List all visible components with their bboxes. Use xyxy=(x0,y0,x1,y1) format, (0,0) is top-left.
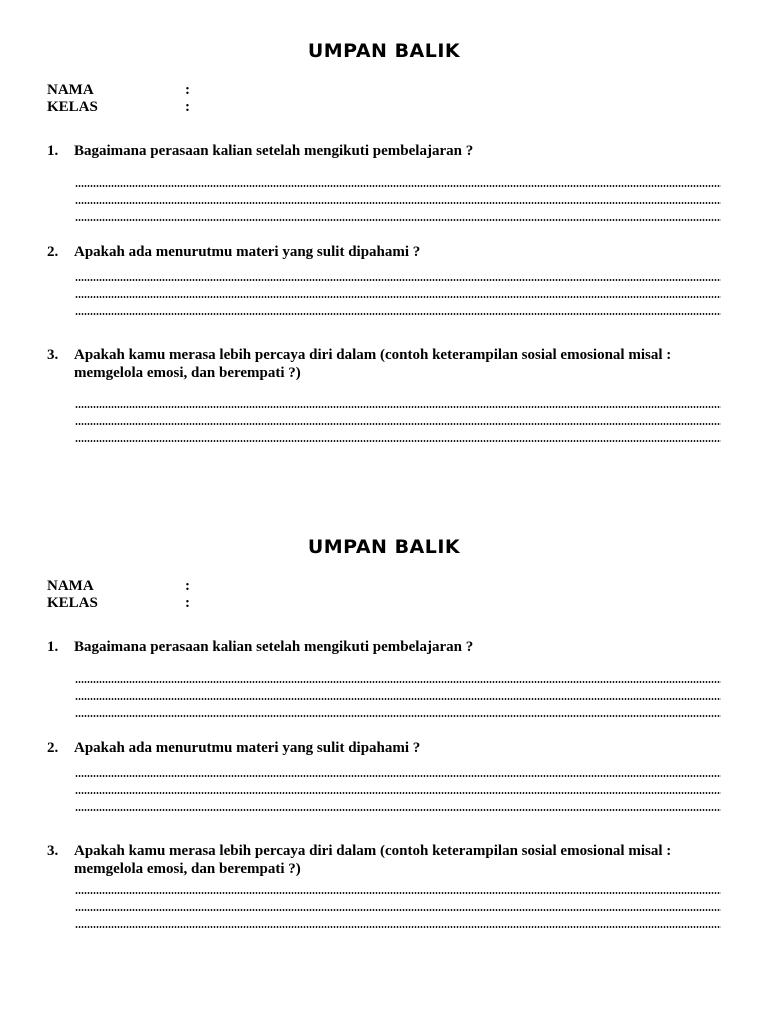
answer-line[interactable] xyxy=(75,809,721,811)
answer-line[interactable] xyxy=(75,219,721,221)
kelas-field[interactable] xyxy=(47,99,190,116)
question-text: Apakah ada menurutmu materi yang sulit dipahami ? xyxy=(74,740,421,756)
kelas-label: KELAS xyxy=(47,99,98,115)
answer-line[interactable] xyxy=(75,892,721,894)
nama-label: NAMA xyxy=(47,82,94,98)
form-title: UMPAN BALIK xyxy=(307,536,461,558)
nama-colon: : xyxy=(185,82,190,98)
question-text: Apakah kamu merasa lebih percaya diri dalam (contoh keterampilan sosial emosional misal : memgelola emosi, dan berempati ?) xyxy=(74,843,672,877)
question-text: Apakah kamu merasa lebih percaya diri dalam (contoh keterampilan sosial emosional misal : memgelola emosi, dan berempati ?) xyxy=(74,347,672,381)
feedback-form-2 xyxy=(0,496,768,976)
kelas-colon: : xyxy=(185,595,190,611)
nama-field[interactable] xyxy=(47,578,190,595)
question-number: 3. xyxy=(47,347,59,363)
nama-field[interactable] xyxy=(47,82,190,99)
answer-line[interactable] xyxy=(75,202,721,204)
nama-colon: : xyxy=(185,578,190,594)
answer-line[interactable] xyxy=(75,792,721,794)
question-text: Bagaimana perasaan kalian setelah mengikuti pembelajaran ? xyxy=(74,639,474,655)
answer-line[interactable] xyxy=(75,185,721,187)
question-number: 1. xyxy=(47,639,59,655)
answer-line[interactable] xyxy=(75,926,721,928)
answer-line[interactable] xyxy=(75,406,721,408)
answer-line[interactable] xyxy=(75,715,721,717)
kelas-field[interactable] xyxy=(47,595,190,612)
question-text: Bagaimana perasaan kalian setelah mengikuti pembelajaran ? xyxy=(74,143,474,159)
answer-line[interactable] xyxy=(75,681,721,683)
answer-line[interactable] xyxy=(75,440,721,442)
answer-line[interactable] xyxy=(75,296,721,298)
question-text: Apakah ada menurutmu materi yang sulit dipahami ? xyxy=(74,244,421,260)
answer-line[interactable] xyxy=(75,279,721,281)
question-number: 2. xyxy=(47,740,59,756)
question-number: 1. xyxy=(47,143,59,159)
question-number: 3. xyxy=(47,843,59,859)
answer-line[interactable] xyxy=(75,775,721,777)
nama-label: NAMA xyxy=(47,578,94,594)
form-title: UMPAN BALIK xyxy=(307,40,461,62)
answer-line[interactable] xyxy=(75,698,721,700)
feedback-form-1 xyxy=(0,0,768,480)
kelas-colon: : xyxy=(185,99,190,115)
answer-line[interactable] xyxy=(75,313,721,315)
answer-line[interactable] xyxy=(75,909,721,911)
question-number: 2. xyxy=(47,244,59,260)
answer-line[interactable] xyxy=(75,423,721,425)
kelas-label: KELAS xyxy=(47,595,98,611)
